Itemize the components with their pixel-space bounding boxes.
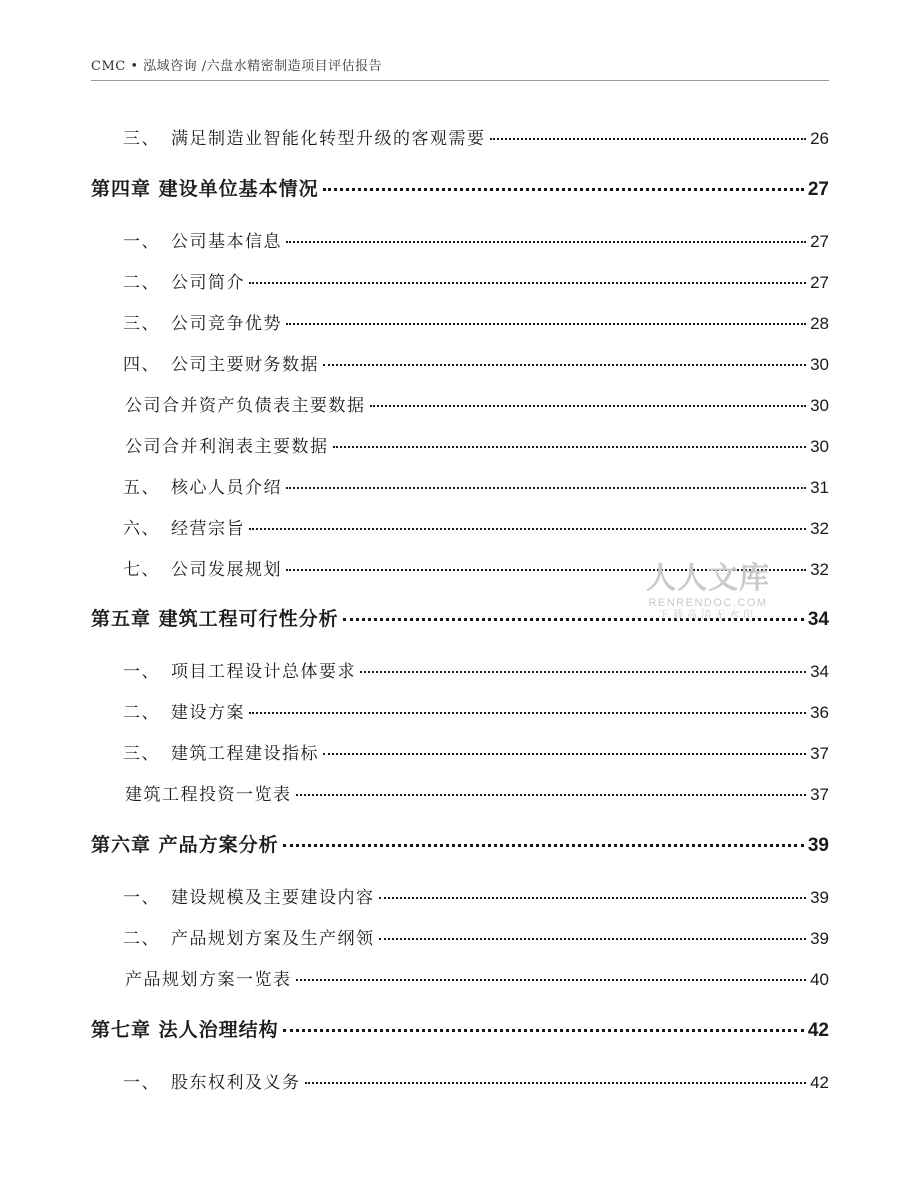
toc-entry-title: 项目工程设计总体要求 [171, 662, 356, 682]
toc-chapter-page: 34 [807, 609, 829, 630]
toc-entry-page: 27 [810, 273, 829, 292]
toc-entry-index: 四、 [123, 355, 160, 375]
toc-entry-index: 七、 [123, 560, 160, 580]
toc-leader-dots [379, 938, 807, 940]
toc-entry[interactable] [123, 657, 829, 682]
toc-chapter-title: 第五章 建筑工程可行性分析 [91, 608, 339, 630]
toc-entry-page: 32 [810, 519, 829, 538]
toc-chapter[interactable] [91, 830, 829, 857]
toc-leader-dots [296, 794, 807, 796]
toc-table-entry[interactable] [125, 780, 829, 805]
toc-entry-index: 一、 [123, 1073, 160, 1093]
toc-entry-title: 股东权利及义务 [171, 1073, 301, 1093]
toc-table-entry[interactable] [125, 432, 829, 457]
toc-leader-dots [286, 487, 806, 489]
toc-leader-dots [490, 138, 807, 140]
toc-entry[interactable] [123, 268, 829, 293]
toc-entry-title: 公司合并利润表主要数据 [125, 437, 329, 457]
toc-entry[interactable] [123, 309, 829, 334]
toc-entry-index: 一、 [123, 888, 160, 908]
toc-entry[interactable] [123, 350, 829, 375]
toc-entry-title: 产品规划方案及生产纲领 [171, 929, 375, 949]
toc-entry[interactable] [123, 1068, 829, 1093]
toc-entry-title: 建筑工程建设指标 [171, 744, 319, 764]
watermark-domain: RENRENDOC.COM [648, 597, 768, 609]
toc-entry-page: 28 [810, 314, 829, 333]
toc-entry[interactable] [123, 227, 829, 252]
toc-table-entry[interactable] [125, 391, 829, 416]
toc-leader-dots [323, 364, 806, 366]
running-header: CMC • 泓域咨询 /六盘水精密制造项目评估报告 [91, 59, 383, 74]
toc-leader-dots [323, 753, 806, 755]
toc-entry-index: 二、 [123, 703, 160, 723]
toc-leader-dots [323, 188, 804, 191]
toc-leader-dots [333, 446, 807, 448]
toc-entry-title: 公司发展规划 [171, 560, 282, 580]
toc-entry-page: 30 [810, 396, 829, 415]
toc-leader-dots [296, 979, 807, 981]
toc-entry-index: 三、 [123, 744, 160, 764]
toc-entry[interactable] [123, 124, 829, 149]
watermark-logo-text: 人人文库 [646, 561, 770, 596]
toc-entry-title: 核心人员介绍 [171, 478, 282, 498]
toc-chapter-page: 42 [807, 1020, 829, 1041]
toc-entry-page: 26 [810, 129, 829, 148]
toc-chapter-page: 39 [807, 835, 829, 856]
toc-entry-page: 37 [810, 785, 829, 804]
toc-entry-title: 建筑工程投资一览表 [125, 785, 292, 805]
toc-leader-dots [249, 712, 806, 714]
toc-leader-dots [249, 528, 806, 530]
toc-entry-index: 六、 [123, 519, 160, 539]
toc-entry-page: 36 [810, 703, 829, 722]
toc-entry-page: 30 [810, 437, 829, 456]
toc-entry-page: 39 [810, 888, 829, 907]
toc-chapter-page: 27 [807, 179, 829, 200]
toc-entry-page: 27 [810, 232, 829, 251]
toc-leader-dots [286, 241, 806, 243]
toc-entry-title: 公司基本信息 [171, 232, 282, 252]
toc-entry-title: 公司主要财务数据 [171, 355, 319, 375]
toc-entry[interactable] [123, 924, 829, 949]
toc-entry-page: 30 [810, 355, 829, 374]
toc-entry-index: 一、 [123, 662, 160, 682]
toc-entry[interactable] [123, 473, 829, 498]
toc-entry-index: 三、 [123, 314, 160, 334]
toc-leader-dots [360, 671, 806, 673]
toc-entry-title: 建设方案 [171, 703, 245, 723]
toc-entry-page: 31 [810, 478, 829, 497]
toc-entry-index: 三、 [123, 129, 160, 149]
toc-entry-title: 建设规模及主要建设内容 [171, 888, 375, 908]
toc-entry[interactable] [123, 514, 829, 539]
toc-entry-page: 40 [810, 970, 829, 989]
toc-entry-title: 产品规划方案一览表 [125, 970, 292, 990]
toc-table-entry[interactable] [125, 965, 829, 990]
toc-leader-dots [249, 282, 806, 284]
toc-leader-dots [370, 405, 807, 407]
toc-chapter-title: 第六章 产品方案分析 [91, 834, 279, 856]
toc-entry-title: 经营宗旨 [171, 519, 245, 539]
toc-entry-page: 37 [810, 744, 829, 763]
toc-leader-dots [283, 1029, 804, 1032]
toc-entry-title: 满足制造业智能化转型升级的客观需要 [171, 129, 486, 149]
toc-chapter[interactable] [91, 174, 829, 201]
toc-leader-dots [283, 844, 804, 847]
toc-entry-page: 34 [810, 662, 829, 681]
toc-entry-page: 39 [810, 929, 829, 948]
toc-entry-index: 一、 [123, 232, 160, 252]
toc-chapter-title: 第四章 建设单位基本情况 [91, 178, 319, 200]
toc-leader-dots [379, 897, 807, 899]
toc-entry[interactable] [123, 883, 829, 908]
toc-chapter-title: 第七章 法人治理结构 [91, 1019, 279, 1041]
toc-entry-index: 五、 [123, 478, 160, 498]
header-divider [91, 80, 829, 81]
toc-entry[interactable] [123, 739, 829, 764]
toc-entry-page: 42 [810, 1073, 829, 1092]
toc-entry-index: 二、 [123, 273, 160, 293]
watermark-tagline: 下载高清无水印 [659, 610, 757, 621]
toc-entry-title: 公司简介 [171, 273, 245, 293]
toc-leader-dots [286, 323, 806, 325]
toc-chapter[interactable] [91, 1015, 829, 1042]
toc-leader-dots [305, 1082, 807, 1084]
toc-entry-title: 公司竞争优势 [171, 314, 282, 334]
watermark [643, 562, 773, 622]
toc-entry[interactable] [123, 698, 829, 723]
toc-entry-index: 二、 [123, 929, 160, 949]
toc-entry-page: 32 [810, 560, 829, 579]
toc-entry-title: 公司合并资产负债表主要数据 [125, 396, 366, 416]
